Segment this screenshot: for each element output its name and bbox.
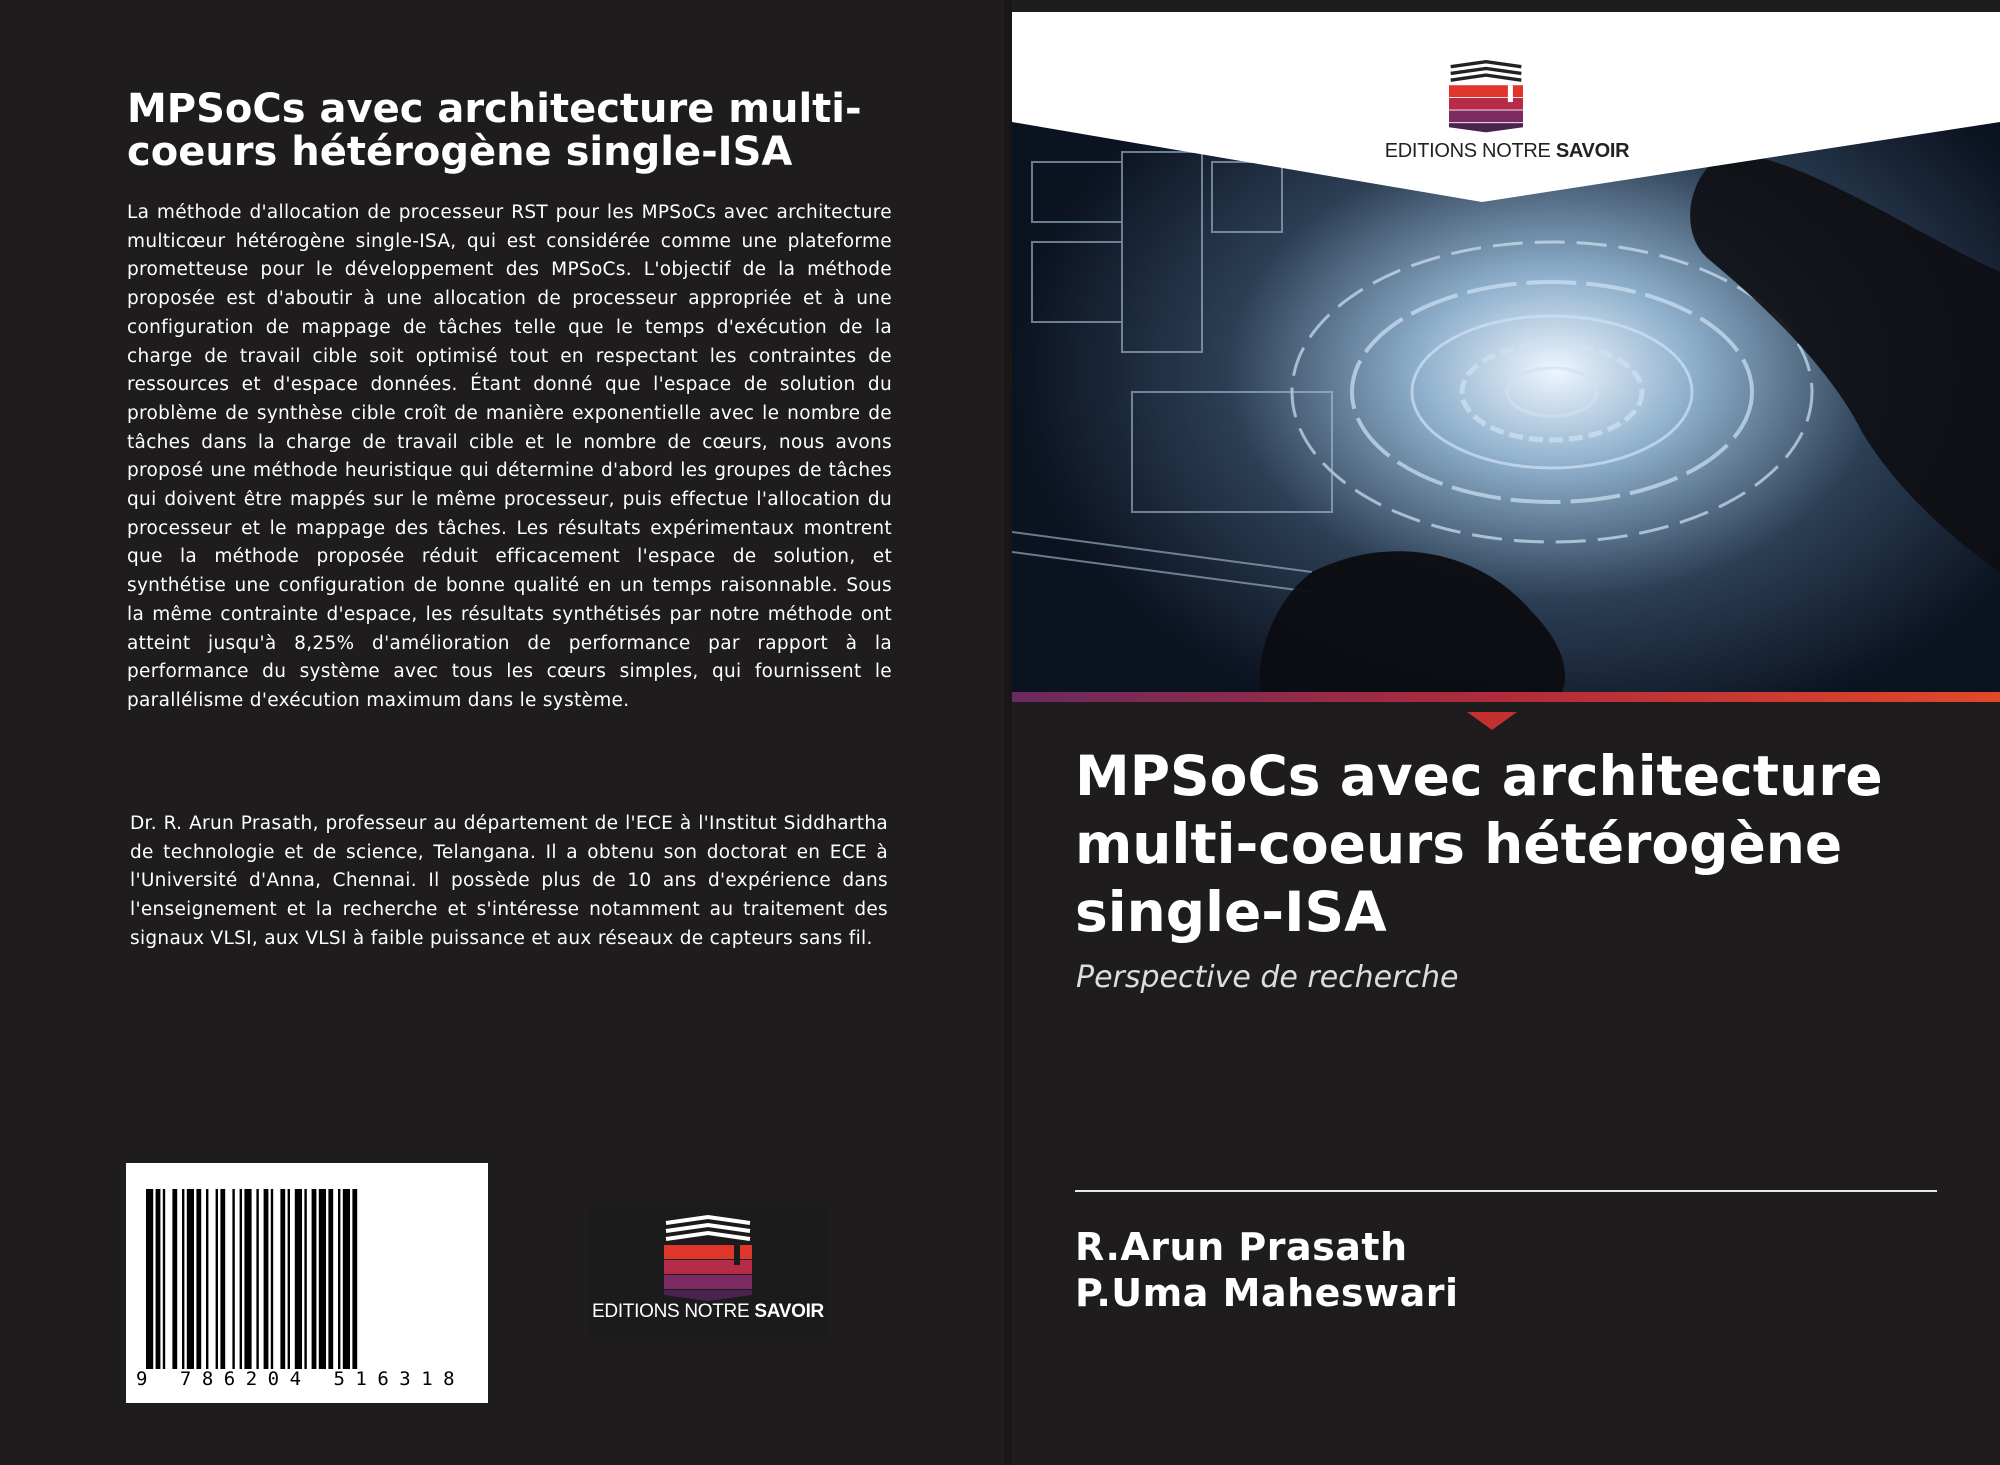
front-cover-title: MPSoCs avec architecture multi-coeurs hétérogène single-ISA: [1075, 744, 1883, 944]
back-publisher-name: [590, 1301, 826, 1323]
barcode-bar: [352, 1189, 357, 1369]
authors: [1075, 1224, 1459, 1316]
barcode-bar: [187, 1189, 194, 1369]
band-pointer-icon: [1467, 712, 1517, 730]
barcode-bar: [146, 1189, 153, 1369]
publisher-name-bold: SAVOIR: [1555, 140, 1630, 162]
barcode-bar: [280, 1189, 285, 1369]
divider: [1075, 1190, 1937, 1192]
stacked-books-icon: [1439, 60, 1533, 134]
barcode-bar: [264, 1189, 269, 1369]
barcode-bar: [288, 1189, 290, 1369]
author-name: R.Arun Prasath: [1075, 1225, 1408, 1269]
publisher-name-bold: SAVOIR: [754, 1301, 824, 1322]
author-name: P.Uma Maheswari: [1075, 1271, 1459, 1315]
front-publisher-name: [1342, 140, 1672, 163]
back-cover-description: La méthode d'allocation de processeur RST pour les MPSoCs avec architecture multicœur hétérogène single-ISA, qui est considérée comme une plateforme prometteuse pour le développement des MPSoCs. L'objectif de la méthode proposée est d'aboutir à une allocation de processeur appropriée et à une configuration de mappage de tâches telle que le temps d'exécution de la charge de travail cible soit optimisé tout en respectant les contraintes de ressources et d'espace données. Étant donné que l'espace de solution du problème de synthèse cible croît de manière exponentielle avec le nombre de tâches dans la charge de travail cible et le nombre de cœurs, nous avons proposé une méthode heuristique qui détermine d'abord les groupes de tâches qui doivent être mappés sur le même processeur, puis effectue l'allocation du processeur et le mappage des tâches. Les résultats expérimentaux montrent que la méthode proposée réduit efficacement l'espace de solution, et synthétise une configuration de bonne qualité en un temps raisonnable. Sous la même contrainte d'espace, les résultats synthétisés par notre méthode ont atteint jusqu'à 8,25% d'amélioration de performance par rapport à la performance du système avec tous les cœurs simples, qui fournissent le parallélisme d'exécution maximum dans le système.: [127, 202, 892, 711]
barcode-bar: [338, 1189, 340, 1369]
author-bio: Dr. R. Arun Prasath, professeur au département de l'ECE à l'Institut Siddhartha de technologie et de science, Telangana. Il a obtenu son doctorat en ECE à l'Université d'Anna, Chennai. Il possède plus de 10 ans d'expérience dans l'enseignement et la recherche et s'intéresse notamment au traitement des signaux VLSI, aux VLSI à faible puissance et aux réseaux de capteurs sans fil.: [130, 813, 888, 949]
back-publisher-logo: [590, 1208, 826, 1336]
back-cover-title: MPSoCs avec architecture multi-coeurs hétérogène single-ISA: [127, 86, 862, 175]
barcode-bar: [240, 1189, 242, 1369]
barcode-bar: [312, 1189, 317, 1369]
barcode-bar: [319, 1189, 326, 1369]
barcode-bar: [206, 1189, 208, 1369]
barcode-bar: [216, 1189, 218, 1369]
barcode-bar: [232, 1189, 234, 1369]
barcode-bar: [182, 1189, 184, 1369]
barcode-bar: [256, 1189, 258, 1369]
barcode-bars: [146, 1189, 468, 1369]
barcode-bar: [220, 1189, 225, 1369]
barcode-bar: [304, 1189, 306, 1369]
isbn-barcode: [126, 1163, 488, 1403]
publisher-name-regular: EDITIONS NOTRE: [1384, 140, 1556, 162]
front-cover-subtitle: Perspective de recherche: [1076, 960, 1459, 995]
barcode-bar: [271, 1189, 273, 1369]
barcode-bar: [328, 1189, 333, 1369]
barcode-bar: [163, 1189, 165, 1369]
isbn-digits: 9 786204 516318: [136, 1368, 466, 1390]
stacked-books-icon: [658, 1215, 758, 1303]
publisher-name-regular: EDITIONS NOTRE: [592, 1301, 755, 1322]
front-cover: [1012, 12, 2000, 1465]
barcode-bar: [196, 1189, 201, 1369]
spine: [1004, 0, 1012, 1465]
barcode-bar: [244, 1189, 251, 1369]
barcode-bar: [343, 1189, 350, 1369]
barcode-bar: [172, 1189, 177, 1369]
barcode-bar: [156, 1189, 161, 1369]
barcode-bar: [295, 1189, 302, 1369]
